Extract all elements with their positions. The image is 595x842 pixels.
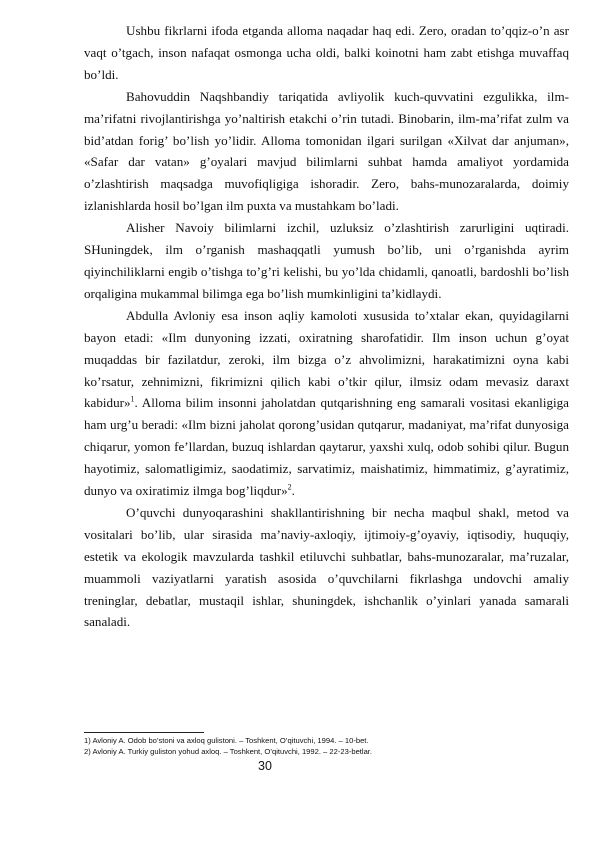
- paragraph-4-part-2: . Alloma bilim insonni jaholatdan qutqarishning eng samarali vositasi ekanligiga ham urg’u beradi: «Ilm bizni jaholat qorong’usidan qutqarur, madaniyat, ma’rifat dunyosiga chiqarur, yomon fe’llardan, buzuq ishlardan qaytarur, yaxshi xulq, odob sohibi qilur. Bugun hayotimiz, salomatligimiz, saodatimiz, sarvatimiz, maishatimiz, himmatimiz, g’ayratimiz, dunyo va oxiratimiz ilmga bog’liqdur»: [84, 395, 569, 499]
- footnotes: [84, 736, 569, 757]
- footnote-ref-1: 1: [130, 395, 135, 405]
- paragraph-4-part-1: Abdulla Avloniy esa inson aqliy kamoloti xususida to’xtalar ekan, quyidagilarni bayon etadi: «Ilm dunyoning izzati, oxiratning sharofatidir. Ilm inson uchun g’oyat muqaddas bir fazilatdur, zeroki, ilm bizga o’z ahvolimizni, harakatimizni oyna kabi ko’rsatur, zehnimizni, fikrimizni qilich kabi o’tkir qilur, ilmsiz odam mevasiz daraxt kabidur»: [84, 307, 569, 411]
- page-number: 30: [258, 759, 272, 773]
- footnote-1: 1) Avloniy A. Odob bo’stoni va axloq gulistoni. – Toshkent, O’qituvchi, 1994. – 10-bet.: [84, 736, 369, 745]
- body-text: [84, 20, 569, 633]
- footnote-ref-2: 2: [287, 482, 292, 492]
- footnote-2: 2) Avloniy A. Turkiy guliston yohud axloq. – Toshkent, O’qituvchi, 1992. – 22-23-betlar.: [84, 746, 373, 756]
- footnote-separator: [84, 732, 204, 733]
- paragraph-2: Bahovuddin Naqshbandiy tariqatida avliyolik kuch-quvvatini ezgulikka, ilm-ma’rifatni rivojlantirishga yo’naltirish etakchi o’rin tutadi. Binobarin, ilm-ma’rifat zulm va bid’atdan forig’ bo’lish yo’lidir. Alloma tomonidan ilgari surilgan «Xilvat dar anjuman», «Safar dar vatan» g’oyalari mavjud bilimlarni suhbat hamda amaliyot yordamida o’zlashtirish maqsadga muvofiqligiga ishoradir. Zero, bahs-munozaralarda, doimiy izlanishlarda hosil bo’lgan ilm puxta va mustahkam bo’ladi.: [84, 88, 569, 214]
- paragraph-4: [84, 305, 569, 502]
- paragraph-1: Ushbu fikrlarni ifoda etganda alloma naqadar haq edi. Zero, oradan to’qqiz-o’n asr vaqt o’tgach, inson nafaqat osmonga ucha oldi, balki koinotni ham zabt etishga muvaffaq bo’ldi.: [84, 23, 569, 82]
- paragraph-3: Alisher Navoiy bilimlarni izchil, uzluksiz o’zlashtirish zarurligini uqtiradi. SHuningdek, ilm o’rganish mashaqqatli yumush bo’lib, uni o’rganishda ayrim qiyinchiliklarni engib o’tishga to’g’ri kelishi, bu yo’lda chidamli, qanoatli, bardoshli bo’lish orqaligina mukammal bilimga ega bo’lish mumkinligini ta’kidlaydi.: [84, 220, 569, 301]
- paragraph-4-part-3: .: [291, 483, 295, 499]
- paragraph-5: O’quvchi dunyoqarashini shakllantirishning bir necha maqbul shakl, metod va vositalari bo’lib, ular sirasida ma’naviy-axloqiy, ijtimoiy-g’oyaviy, iqtisodiy, huquqiy, estetik va ekologik mavzularda tashkil etiluvchi suhbatlar, bahs-munozaralar, ma’ruzalar, muammoli vaziyatlarni yaratish asosida o’quvchilarni fikrlashga undovchi amaliy treninglar, debatlar, mustaqil ishlar, shuningdek, ishchanlik o’yinlari yanada samarali sanaladi.: [84, 504, 569, 630]
